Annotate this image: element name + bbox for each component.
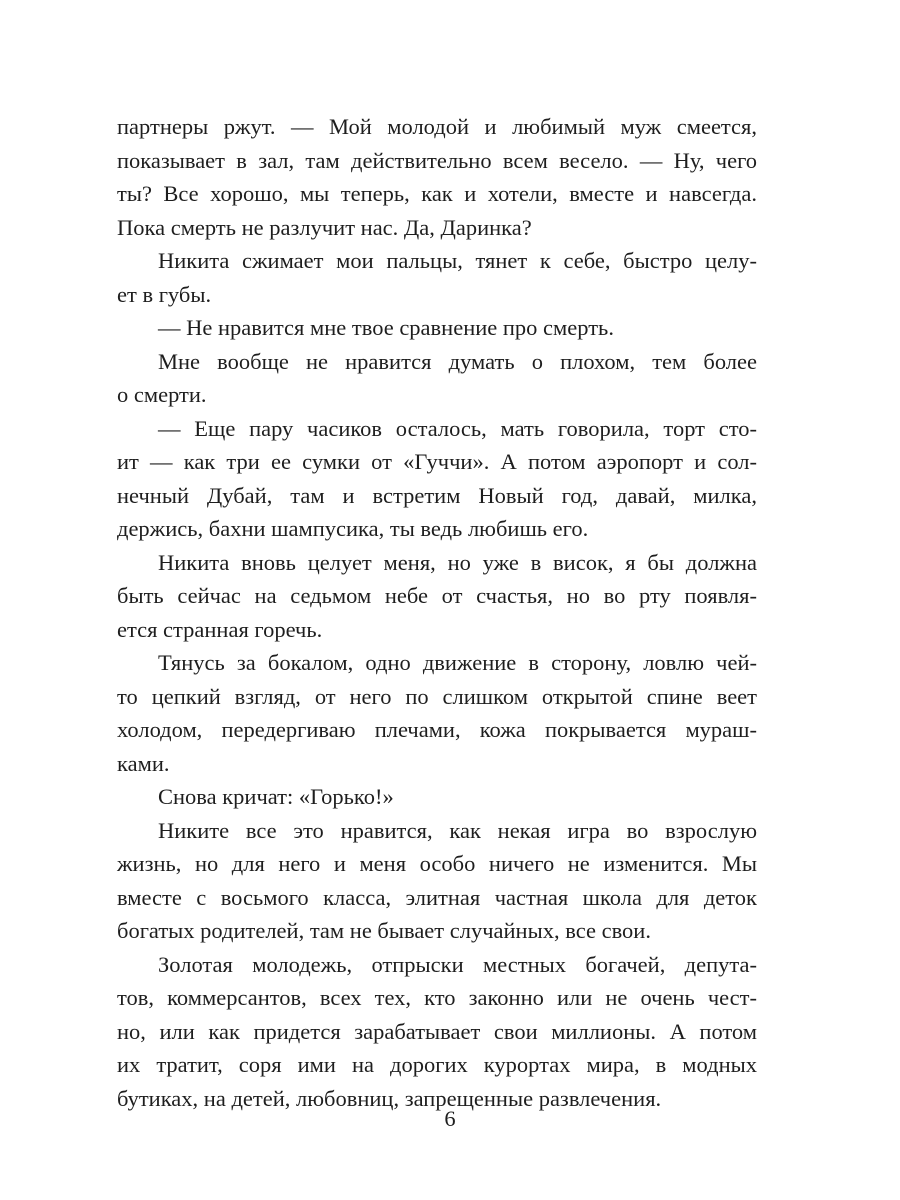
text-line: холодом, передергиваю плечами, кожа покрывается мураш-	[117, 717, 757, 742]
paragraph	[117, 780, 757, 814]
text-line: показывает в зал, там действительно всем весело. — Ну, чего	[117, 147, 757, 173]
text-line: о смерти.	[117, 382, 207, 407]
text-line: жизнь, но для него и меня особо ничего не изменится. Мы	[117, 851, 757, 876]
text-line: богатых родителей, там не бывает случайных, все свои.	[117, 918, 651, 943]
text-line: Мне вообще не нравится думать о плохом, тем более	[158, 348, 757, 374]
text-line: быть сейчас на седьмом небе от счастья, но во рту появля-	[117, 583, 757, 608]
text-line: — Еще пару часиков осталось, мать говорила, торт сто-	[158, 415, 757, 441]
text-line: Снова кричат: «Горько!»	[158, 784, 394, 809]
text-line: ками.	[117, 750, 170, 776]
text-line: Никите все это нравится, как некая игра во взрослую	[158, 817, 757, 843]
text-line: Тянусь за бокалом, одно движение в сторону, ловлю чей-	[158, 650, 757, 675]
text-line: Золотая молодежь, отпрыски местных богачей, депута-	[158, 951, 757, 977]
text-line: но, или как придется зарабатывает свои миллионы. А потом	[117, 1018, 757, 1044]
paragraph	[117, 244, 757, 311]
paragraph	[117, 814, 757, 948]
paragraph	[117, 345, 757, 412]
text-line: Никита сжимает мои пальцы, тянет к себе, быстро целу-	[158, 248, 757, 273]
text-line: держись, бахни шампусика, ты ведь любишь его.	[117, 516, 589, 541]
text-line: — Не нравится мне твое сравнение про смерть.	[158, 315, 614, 340]
text-line: ты? Все хорошо, мы теперь, как и хотели, вместе и навсегда.	[117, 181, 757, 206]
text-line: вместе с восьмого класса, элитная частная школа для деток	[117, 884, 757, 910]
text-line: нечный Дубай, там и встретим Новый год, давай, милка,	[117, 482, 757, 508]
paragraph	[117, 110, 757, 244]
text-line: партнеры ржут. — Мой молодой и любимый муж смеется,	[117, 114, 757, 139]
text-line: ит — как три ее сумки от «Гуччи». А потом аэропорт и сол-	[117, 449, 757, 474]
text-line: ет в губы.	[117, 281, 212, 307]
text-line: бутиках, на детей, любовниц, запрещенные развлечения.	[117, 1085, 662, 1111]
page-number: 6	[444, 1106, 456, 1131]
text-line: то цепкий взгляд, от него по слишком открытой спине веет	[117, 683, 757, 709]
text-line: Пока смерть не разлучит нас. Да, Даринка?	[117, 214, 532, 240]
paragraph	[117, 948, 757, 1116]
text-line: Никита вновь целует меня, но уже в висок, я бы должна	[158, 549, 757, 575]
paragraph	[117, 412, 757, 546]
page-body	[117, 110, 757, 1115]
paragraph	[117, 646, 757, 780]
text-line: ется странная горечь.	[117, 616, 323, 642]
text-line: их тратит, соря ими на дорогих курортах мира, в модных	[117, 1052, 757, 1077]
text-line: тов, коммерсантов, всех тех, кто законно или не очень чест-	[117, 985, 757, 1010]
paragraph	[117, 546, 757, 647]
paragraph	[117, 311, 757, 345]
